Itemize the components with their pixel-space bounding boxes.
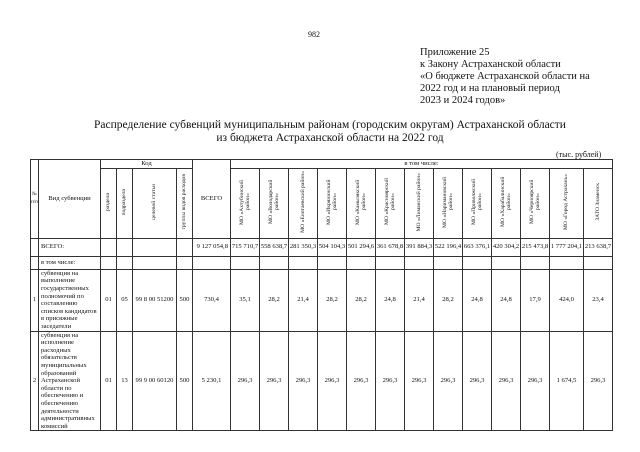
row-value: 296,3 [260, 331, 289, 431]
row-value: 296,3 [463, 331, 492, 431]
row-value: 28,2 [260, 269, 289, 331]
header-incl: в том числе: [231, 160, 613, 169]
row-podrazdel: 05 [117, 269, 133, 331]
row-razdel: 01 [101, 331, 117, 431]
row-cs: 99 8 00 51200 [133, 269, 177, 331]
cell-empty [492, 256, 521, 269]
row-vr: 500 [177, 331, 193, 431]
row-value: 296,3 [521, 331, 550, 431]
row-value: 35,1 [231, 269, 260, 331]
subventions-table [30, 159, 613, 431]
header-district: МО «Лиманский район» [405, 169, 434, 239]
cell-empty [405, 256, 434, 269]
cell-empty [101, 238, 117, 256]
total-value: 522 196,4 [434, 238, 463, 256]
header-num: № п/п [31, 160, 39, 239]
title-line-1: Распределение субвенций муниципальным районам (городским округам) Астраханской области [94, 119, 566, 131]
row-vr: 500 [177, 269, 193, 331]
row-cs: 99 9 00 60120 [133, 331, 177, 431]
header-code-vr: группы видов расходов [177, 169, 193, 239]
header-code-razdel: раздела [101, 169, 117, 239]
cell-empty [177, 238, 193, 256]
cell-empty [550, 256, 584, 269]
table-row-total [31, 238, 613, 256]
row-value: 24,8 [376, 269, 405, 331]
row-value: 23,4 [584, 269, 613, 331]
row-value: 296,3 [231, 331, 260, 431]
header-code-cs: целевой статьи [133, 169, 177, 239]
cell-empty [318, 256, 347, 269]
row-razdel: 01 [101, 269, 117, 331]
header-district: МО «Наримановский район» [434, 169, 463, 239]
cell-empty [117, 256, 133, 269]
appendix-line: Приложение 25 [420, 47, 490, 58]
header-district: МО «Черноярский район» [521, 169, 550, 239]
total-label: ВСЕГО: [39, 238, 101, 256]
total-all: 9 127 054,8 [193, 238, 231, 256]
row-value: 296,3 [434, 331, 463, 431]
row-value: 296,3 [318, 331, 347, 431]
row-value: 1 674,5 [550, 331, 584, 431]
header-district: МО «Приволжский район» [463, 169, 492, 239]
appendix-line: «О бюджете Астраханской области на [420, 71, 590, 82]
total-value: 361 678,8 [376, 238, 405, 256]
cell-empty [584, 256, 613, 269]
appendix-line: 2023 и 2024 годов» [420, 95, 506, 106]
header-district: МО «Ахтубинский район» [231, 169, 260, 239]
cell-empty [31, 238, 39, 256]
row-num: 2 [31, 331, 39, 431]
appendix-line: 2022 год и на плановый период [420, 83, 560, 94]
total-value: 420 304,2 [492, 238, 521, 256]
header-type: Вид субвенции [39, 160, 101, 239]
title-line-2: из бюджета Астраханской области на 2022 год [216, 132, 444, 144]
cell-empty [117, 238, 133, 256]
incl-label: в том числе: [39, 256, 101, 269]
cell-empty [260, 256, 289, 269]
total-value: 1 777 204,1 [550, 238, 584, 256]
cell-empty [347, 256, 376, 269]
row-name: субвенция на выполнение государственных полномочий по составлению списков кандидатов в присяжные заседатели [39, 269, 101, 331]
row-value: 296,3 [289, 331, 318, 431]
row-value: 296,3 [492, 331, 521, 431]
row-value: 21,4 [405, 269, 434, 331]
header-district: МО «Икрянинский район» [318, 169, 347, 239]
row-num: 1 [31, 269, 39, 331]
cell-empty [376, 256, 405, 269]
total-value: 558 638,7 [260, 238, 289, 256]
header-district: МО «Камызякский район» [347, 169, 376, 239]
total-value: 213 638,7 [584, 238, 613, 256]
total-value: 504 104,3 [318, 238, 347, 256]
cell-empty [289, 256, 318, 269]
header-code: Код [101, 160, 193, 169]
table-row-incl [31, 256, 613, 269]
row-podrazdel: 13 [117, 331, 133, 431]
row-value: 28,2 [347, 269, 376, 331]
row-value: 296,3 [376, 331, 405, 431]
row-value: 424,0 [550, 269, 584, 331]
header-total: ВСЕГО [193, 160, 231, 239]
row-value: 296,3 [347, 331, 376, 431]
row-value: 28,2 [318, 269, 347, 331]
header-district: МО «Город Астрахань» [550, 169, 584, 239]
row-value: 296,3 [584, 331, 613, 431]
header-code-podrazdel: подраздела [117, 169, 133, 239]
row-value: 17,9 [521, 269, 550, 331]
row-value: 24,8 [463, 269, 492, 331]
total-value: 501 294,6 [347, 238, 376, 256]
row-value: 24,8 [492, 269, 521, 331]
cell-empty [434, 256, 463, 269]
table-row [31, 331, 613, 431]
row-value: 296,3 [405, 331, 434, 431]
cell-empty [133, 238, 177, 256]
cell-empty [177, 256, 193, 269]
cell-empty [31, 256, 39, 269]
header-district: ЗАТО Знаменск [584, 169, 613, 239]
total-value: 663 376,1 [463, 238, 492, 256]
row-value: 21,4 [289, 269, 318, 331]
row-total: 730,4 [193, 269, 231, 331]
document-title [70, 119, 590, 145]
cell-empty [231, 256, 260, 269]
cell-empty [193, 256, 231, 269]
cell-empty [463, 256, 492, 269]
row-name: субвенция на исполнение расходных обязательств муниципальных образований Астраханской области по обеспечению и обеспечению деятельности административных комиссий [39, 331, 101, 431]
row-value: 28,2 [434, 269, 463, 331]
total-value: 391 884,3 [405, 238, 434, 256]
header-district: МО «Енотаевский район» [289, 169, 318, 239]
total-value: 215 473,8 [521, 238, 550, 256]
total-value: 715 710,7 [231, 238, 260, 256]
cell-empty [101, 256, 117, 269]
total-value: 281 350,3 [289, 238, 318, 256]
appendix-header [420, 47, 630, 107]
units-label: (тыс. рублей) [556, 150, 602, 159]
appendix-line: к Закону Астраханской области [420, 59, 561, 70]
table-row [31, 269, 613, 331]
header-district: МО «Красноярский район» [376, 169, 405, 239]
page-number: 982 [308, 30, 320, 39]
header-district: МО «Харабалинский район» [492, 169, 521, 239]
row-total: 5 230,1 [193, 331, 231, 431]
cell-empty [521, 256, 550, 269]
cell-empty [133, 256, 177, 269]
header-district: МО «Володарский район» [260, 169, 289, 239]
